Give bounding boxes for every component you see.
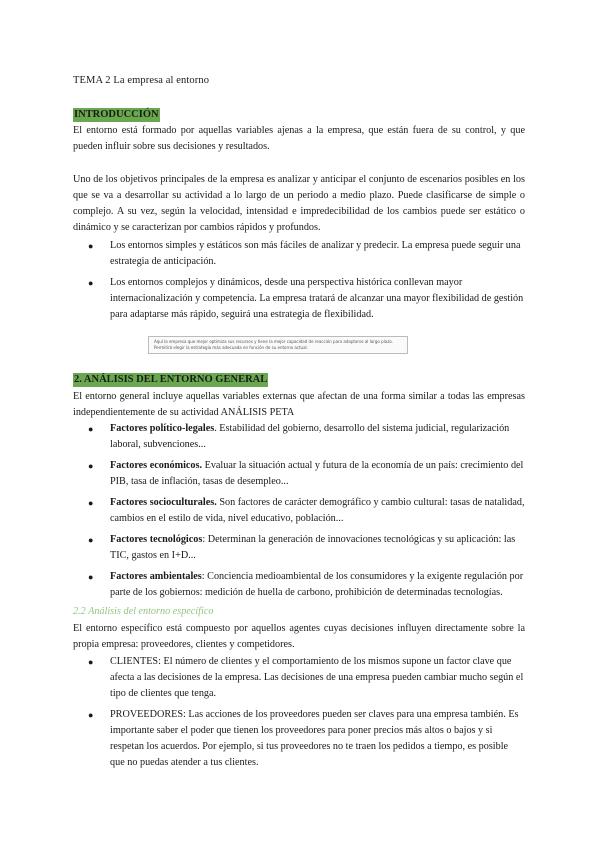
bullet-icon: ● bbox=[88, 241, 94, 251]
list-item bbox=[88, 569, 525, 601]
intro-bullet-list bbox=[88, 238, 525, 323]
factor-text: : Determinan la generación de innovaciones tecnológicas y su aplicación: las TIC, gastos en I+D... bbox=[110, 534, 516, 561]
factor-text: Evaluar la situación actual y futura de la economía de un país: crecimiento del PIB, tasa de inflación, tasas de desempleo... bbox=[110, 460, 524, 487]
bullet-icon: ● bbox=[88, 424, 94, 434]
factor-text: Son factores de carácter demográfico y cambio cultural: tasas de natalidad, cambios en el estilo de vida, nivel educativo, población... bbox=[110, 497, 525, 524]
document-title: TEMA 2 La empresa al entorno bbox=[73, 75, 210, 86]
list-item bbox=[88, 421, 525, 453]
general-heading: 2. ANÁLISIS DEL ENTORNO GENERAL bbox=[74, 374, 268, 385]
factor-text: : Conciencia medioambiental de los consumidores y la exigente regulación por parte de los gobiernos: medición de huella de carbono, prohibición de determinadas tecnologías. bbox=[110, 571, 524, 598]
bullet-icon: ● bbox=[88, 535, 94, 545]
intro-paragraph-2: Uno de los objetivos principales de la empresa es analizar y anticipar el conjunto de escenarios posibles en los que se va a desarrollar su actividad a lo largo de un periodo a medio plazo. Puede clasificarse de simple o complejo. A su vez, según la velocidad, intensidad e impredecibilidad de los cambios puede ser estático o dinámico y se caracterizan por cambios rápidos y profundos. bbox=[73, 174, 525, 233]
bullet-icon: ● bbox=[88, 657, 94, 667]
intro-paragraph-1: El entorno está formado por aquellas variables ajenas a la empresa, que están fuera de su control, y que pueden influir sobre sus decisiones y resultados. bbox=[73, 125, 525, 152]
factor-term: Factores económicos. bbox=[110, 460, 203, 471]
list-item bbox=[88, 238, 525, 270]
factor-term: Factores tecnológicos bbox=[110, 534, 203, 545]
factor-term: Factores político-legales bbox=[110, 423, 215, 434]
list-item bbox=[88, 458, 525, 490]
bullet-icon: ● bbox=[88, 278, 94, 288]
bullet-icon: ● bbox=[88, 572, 94, 582]
embedded-note-image bbox=[148, 336, 408, 354]
list-item bbox=[88, 275, 525, 323]
bullet-icon: ● bbox=[88, 710, 94, 720]
specific-paragraph: El entorno específico está compuesto por aquellos agentes cuyas decisiones influyen directamente sobre la propia empresa: proveedores, clientes y competidores. bbox=[73, 623, 525, 650]
specific-subheading: 2.2 Análisis del entorno específico bbox=[73, 606, 214, 617]
note-text: Aquí la empresa que mejor optimiza sus recursos y tiene la mejor capacidad de reacción para adaptarse al largo plazo. Permitirá elegir la estrategia más adecuada en función de su entorno actual. bbox=[154, 339, 393, 350]
specific-bullet-list bbox=[88, 654, 525, 771]
intro-heading: INTRODUCCIÓN bbox=[74, 109, 159, 120]
list-item bbox=[88, 495, 525, 527]
list-item-text: PROVEEDORES: Las acciones de los proveedores pueden ser claves para una empresa también. Es importante saber el poder que tienen los proveedores para poner precios más altos o bajos y si respetan los acuerdos. Por ejemplo, si tus proveedores no te traen los pedidos a tiempo, es posible que no puedas atender a tus clientes. bbox=[110, 709, 519, 768]
general-paragraph: El entorno general incluye aquellas variables externas que afectan de una forma similar a todas las empresas independientemente de su actividad ANÁLISIS PETA bbox=[73, 391, 525, 418]
list-item bbox=[88, 532, 525, 564]
factors-list bbox=[88, 421, 525, 601]
list-item-text: Los entornos complejos y dinámicos, desde una perspectiva histórica conllevan mayor internacionalización y competencia. La empresa tratará de alcanzar una mayor flexibilidad de gestión para adaptarse más rápido, seguirá una estrategia de flexibilidad. bbox=[110, 277, 524, 320]
list-item bbox=[88, 654, 525, 702]
bullet-icon: ● bbox=[88, 461, 94, 471]
factor-term: Factores socioculturales. bbox=[110, 497, 217, 508]
list-item-text: Los entornos simples y estáticos son más fáciles de analizar y predecir. La empresa puede seguir una estrategia de anticipación. bbox=[110, 240, 521, 267]
factor-term: Factores ambientales bbox=[110, 571, 202, 582]
list-item-text: CLIENTES: El número de clientes y el comportamiento de los mismos supone un factor clave que afecta a las decisiones de la empresa. Las decisiones de una empresa pueden cambiar mucho según el tipo de clientes que tenga. bbox=[110, 656, 524, 699]
factor-text: . Estabilidad del gobierno, desarrollo del sistema judicial, regularización laboral, subvenciones... bbox=[110, 423, 510, 450]
bullet-icon: ● bbox=[88, 498, 94, 508]
list-item bbox=[88, 707, 525, 771]
